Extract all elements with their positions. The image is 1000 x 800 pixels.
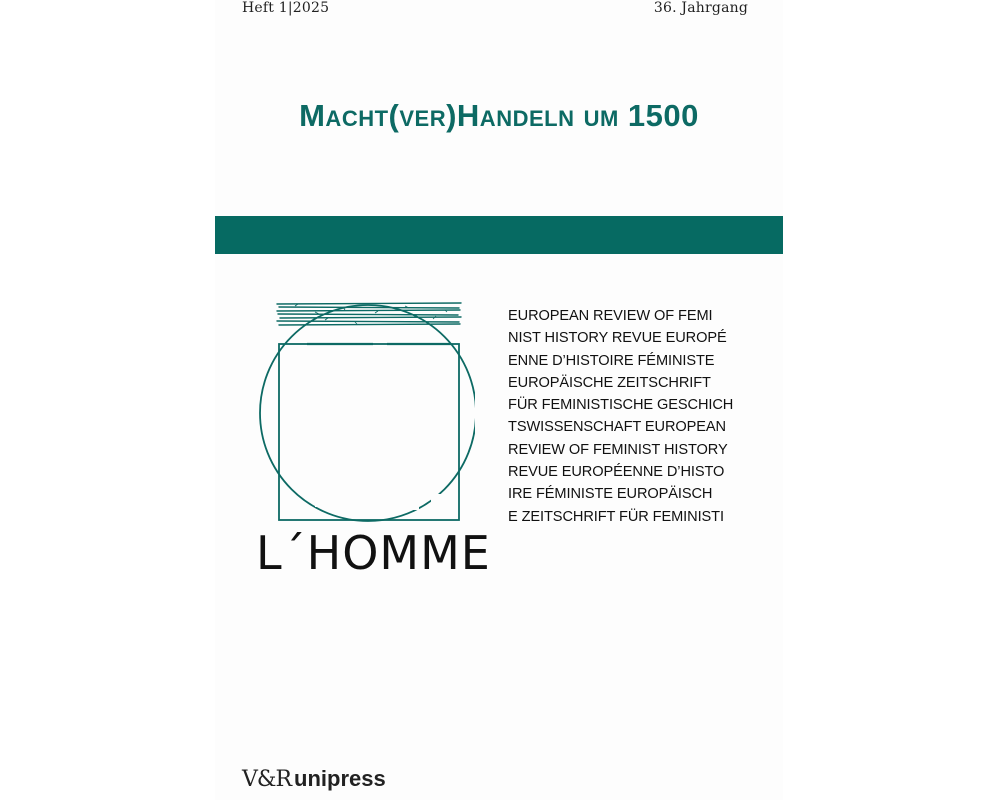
subtitle-line: REVIEW OF FEMINIST HISTORY	[508, 441, 728, 458]
subtitle-line: EUROPÄISCHE ZEITSCHRIFT	[508, 374, 711, 391]
accent-band	[215, 216, 783, 254]
logo-sketch-icon	[255, 298, 475, 528]
subtitle-line: ENNE D’HISTOIRE FÉMINISTE	[508, 352, 715, 369]
subtitle-line: TSWISSENSCHAFT EUROPEAN	[508, 419, 726, 436]
subtitle-line: FÜR FEMINISTISCHE GESCHICH	[508, 397, 734, 414]
cover-title: Macht(ver)Handeln um 1500	[299, 98, 699, 133]
publisher-logo	[242, 766, 386, 792]
subtitle-line: E ZEITSCHRIFT FÜR FEMINISTI	[508, 508, 724, 525]
publisher-mark: V&R	[242, 767, 292, 792]
issue-number: Heft 1|2025	[242, 0, 330, 16]
subtitle-line: NIST HISTORY REVUE EUROPÉ	[508, 330, 727, 347]
journal-logo-text: L´HOMME	[256, 526, 491, 580]
subtitle-line: REVUE EUROPÉENNE D’HISTO	[508, 464, 725, 481]
volume-number: 36. Jahrgang	[653, 0, 748, 16]
subtitle-line: EUROPEAN REVIEW OF FEMI	[508, 308, 713, 324]
journal-subtitle	[508, 305, 748, 528]
publisher-name: unipress	[294, 766, 386, 791]
subtitle-line: IRE FÉMINISTE EUROPÄISCH	[508, 486, 713, 503]
